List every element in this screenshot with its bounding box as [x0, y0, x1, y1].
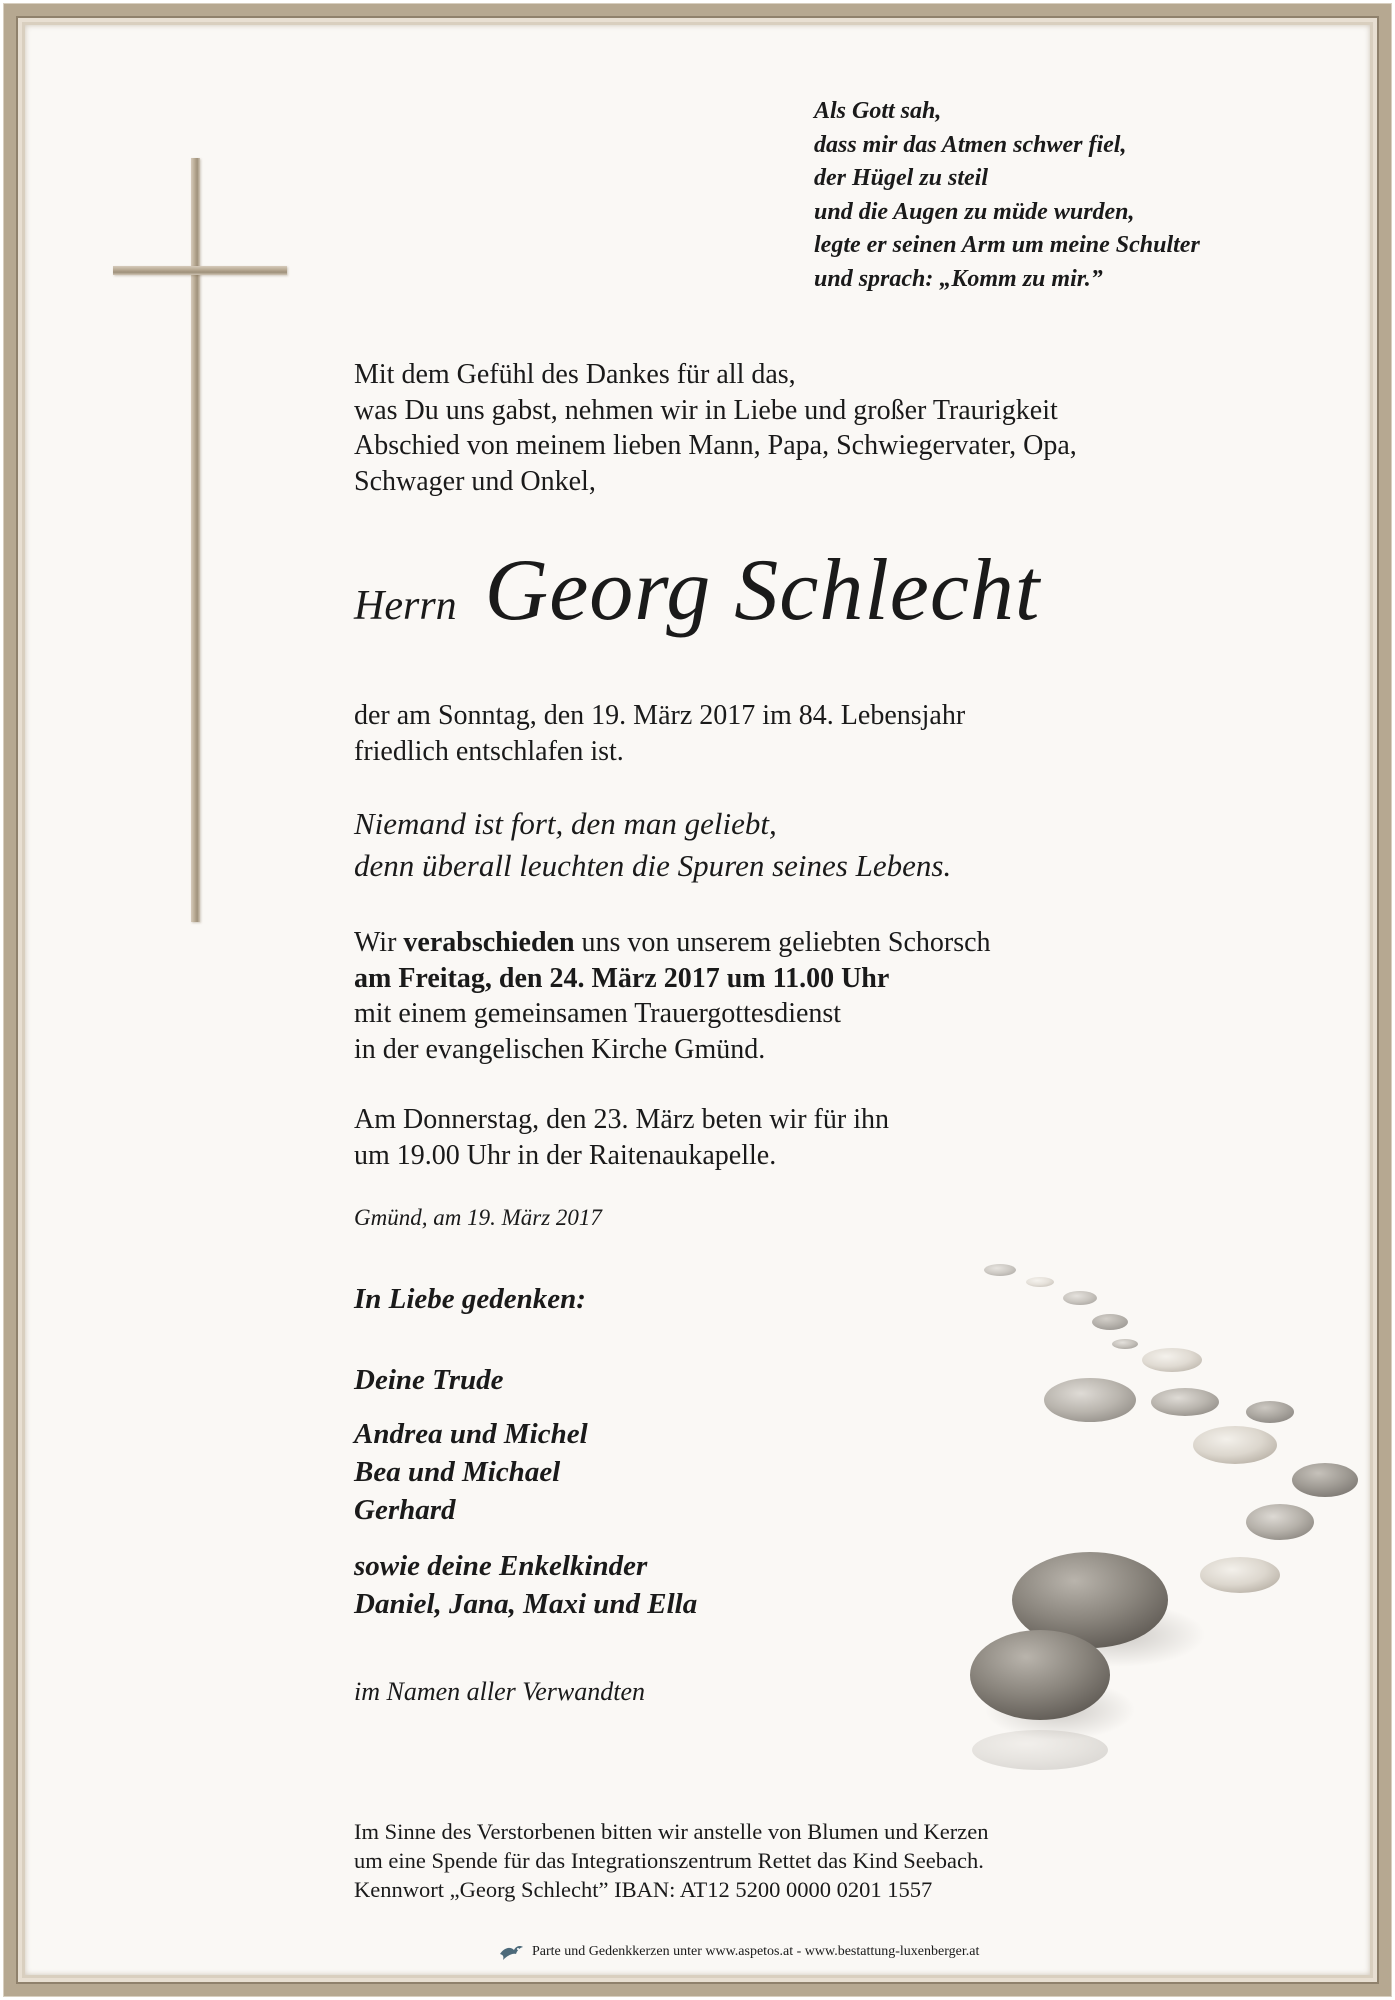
death-notice — [354, 698, 965, 769]
farewell-emphasis: verabschieden — [403, 927, 575, 958]
poem-line: legte er seinen Arm um meine Schulter — [814, 232, 1200, 258]
relatives-note: im Namen aller Verwandten — [354, 1677, 646, 1706]
donation-line: Im Sinne des Verstorbenen bitten wir anstelle von Blumen und Kerzen — [354, 1819, 989, 1844]
poem — [814, 95, 1200, 296]
poem-line: und die Augen zu müde wurden, — [814, 198, 1135, 225]
prayer-line: Am Donnerstag, den 23. März beten wir für ihn — [354, 1104, 889, 1135]
place-date: Gmünd, am 19. März 2017 — [354, 1205, 602, 1230]
prayer-line: um 19.00 Uhr in der Raitenaukapelle. — [354, 1139, 777, 1171]
poem-line: und sprach: „Komm zu mir.” — [814, 265, 1103, 292]
donation-line: Kennwort „Georg Schlecht” IBAN: AT12 5200 0000 0201 1557 — [354, 1877, 933, 1902]
farewell-text: Wir — [354, 927, 404, 958]
memorial-quote — [354, 803, 951, 887]
mourner-name: sowie deine Enkelkinder — [354, 1550, 648, 1582]
death-notice-line: friedlich entschlafen ist. — [354, 735, 624, 767]
mourners-heading: In Liebe gedenken: — [354, 1283, 586, 1315]
intro-line: was Du uns gabst, nehmen wir in Liebe und großer Traurigkeit — [354, 394, 1058, 426]
death-notice-line: der am Sonntag, den 19. März 2017 im 84. Lebensjahr — [354, 700, 966, 731]
footer — [498, 1942, 979, 1962]
cross-horizontal-beam — [113, 266, 287, 275]
bird-logo-icon — [498, 1942, 524, 1962]
poem-line: der Hügel zu steil — [814, 165, 989, 191]
donation-note — [354, 1817, 988, 1904]
mourners-group — [354, 1547, 697, 1623]
poem-line: dass mir das Atmen schwer fiel, — [814, 131, 1127, 158]
stepping-stones-image — [940, 1240, 1360, 1800]
poem-line: Als Gott sah, — [814, 98, 942, 124]
mourner-name: Bea und Michael — [354, 1456, 561, 1488]
farewell-line: in der evangelischen Kirche Gmünd. — [354, 1033, 766, 1065]
farewell-line — [354, 961, 991, 997]
intro-line: Mit dem Gefühl des Dankes für all das, — [354, 359, 796, 390]
farewell-line — [354, 925, 991, 961]
farewell-details — [354, 925, 991, 1067]
mourners-group — [354, 1361, 504, 1399]
farewell-text: uns von unserem geliebten Schorsch — [574, 927, 991, 958]
mourner-name: Daniel, Jana, Maxi und Ella — [354, 1588, 698, 1620]
intro-line: Schwager und Onkel, — [354, 465, 596, 497]
donation-line: um eine Spende für das Integrationszentrum Rettet das Kind Seebach. — [354, 1848, 984, 1873]
quote-line: Niemand ist fort, den man geliebt, — [354, 806, 777, 841]
footer-text: Parte und Gedenkkerzen unter www.aspetos.at - www.bestattung-luxenberger.at — [532, 1944, 980, 1959]
deceased-name-line — [354, 540, 1040, 641]
mourner-name: Deine Trude — [354, 1364, 504, 1396]
quote-line: denn überall leuchten die Spuren seines Lebens. — [354, 848, 952, 883]
prayer-details — [354, 1102, 889, 1173]
service-date: am Freitag, den 24. März 2017 um 11.00 Uhr — [354, 962, 890, 994]
mourners-group — [354, 1415, 588, 1529]
mourner-name: Gerhard — [354, 1494, 456, 1526]
intro-line: Abschied von meinem lieben Mann, Papa, Schwiegervater, Opa, — [354, 430, 1077, 461]
deceased-name: Georg Schlecht — [484, 542, 1041, 639]
farewell-line: mit einem gemeinsamen Trauergottesdienst — [354, 998, 842, 1029]
name-prefix: Herrn — [354, 583, 457, 629]
intro-text — [354, 357, 1077, 499]
mourner-name: Andrea und Michel — [354, 1418, 588, 1450]
